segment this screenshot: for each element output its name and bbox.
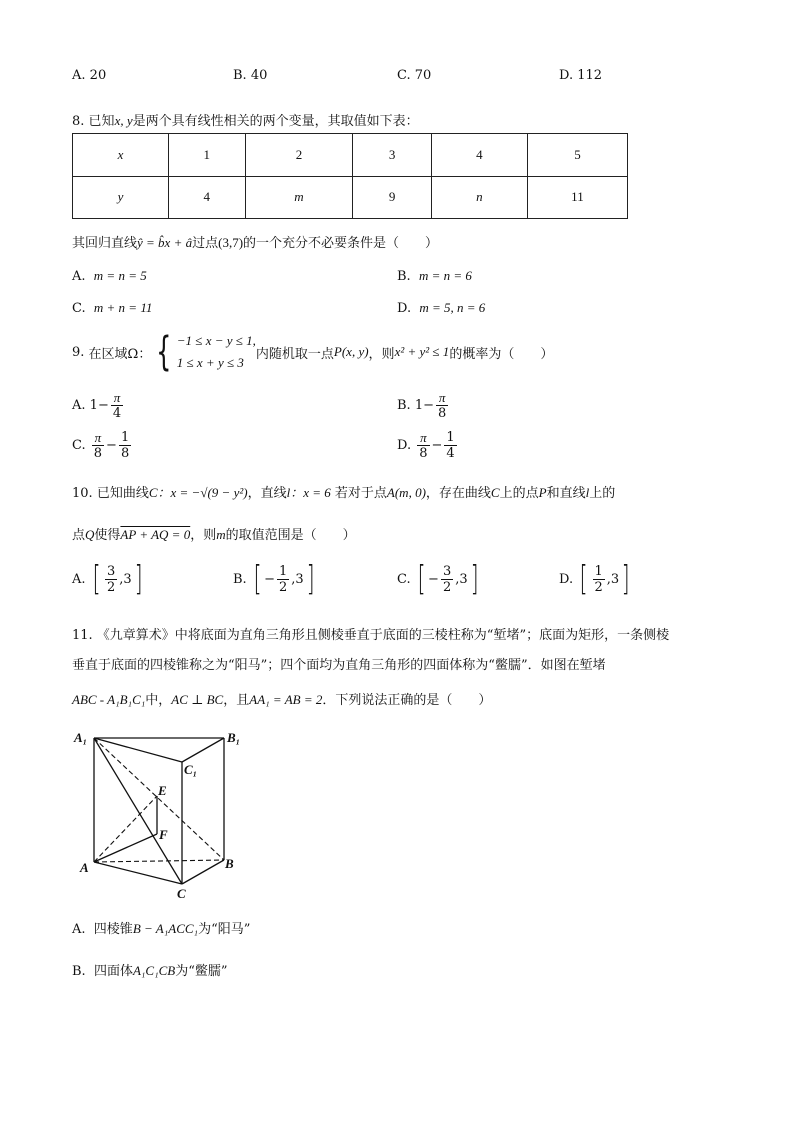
edge-c1-b1 [182, 738, 224, 762]
q8-option-a: A. m = n = 5 [72, 268, 147, 284]
label-f: F [159, 827, 168, 842]
q10-option-c: C. [ − $\frac{3}{2}$ ,3 ] [397, 559, 479, 599]
label-a: A [80, 860, 89, 875]
q8-value-table [72, 133, 628, 219]
q10-stem-line2: 点Q使得AP + AQ = 0，则m的取值范围是（ ） [72, 527, 356, 543]
brace-glyph: { [156, 329, 172, 375]
edge-a1-c [94, 738, 182, 884]
table-cell: x [73, 134, 169, 177]
label-a1: A₁ [74, 730, 88, 745]
q10-option-d: D. [ $\frac{1}{2}$ ,3 ] [559, 559, 630, 599]
q9-option-c: C. $\frac{\pi}{8}$ − $\frac{1}{8}$ [72, 430, 130, 461]
table-cell: n [431, 176, 527, 219]
label-b1: B₁ [227, 730, 241, 745]
table-cell: 5 [527, 134, 627, 177]
table-cell: m [245, 176, 353, 219]
label-c1: C₁ [184, 762, 198, 777]
table-cell: 9 [353, 176, 432, 219]
q10-stem-line1: 10. 已知曲线C：x = −√(9 − y²)，直线l：x = 6 若对于点A(m, 0)，存在曲线C上的点P和直线l上的 [72, 485, 616, 501]
edge-c-b [182, 860, 224, 884]
table-cell: 4 [168, 176, 245, 219]
table-row-x [73, 134, 628, 177]
segment-a-f [94, 834, 157, 862]
q9-option-a: A. 1− $\frac{\pi}{4}$ [72, 390, 122, 421]
label-e: E [158, 783, 167, 798]
q8-condition-line: 其回归直线ŷ = b̂x + â过点(3,7)的一个充分不必要条件是（ ） [72, 235, 439, 251]
q11-option-a: A. 四棱锥B − A₁ACC₁为“阳马” [72, 921, 251, 937]
table-cell: 4 [431, 134, 527, 177]
prism-figure [70, 728, 250, 900]
q8-option-c: C. m + n = 11 [72, 300, 153, 316]
q11-line1: 11. 《九章算术》中将底面为直角三角形且侧棱垂直于底面的三棱柱称为“堑堵”；底面为矩形，一条侧棱 [72, 628, 670, 643]
hidden-segment-a-e [94, 796, 157, 862]
label-c: C [177, 886, 186, 900]
q7-option-a: A. 20 [72, 68, 107, 83]
q7-option-b: B. 40 [233, 68, 268, 83]
edge-a-c [94, 862, 182, 884]
q11-line2: 垂直于底面的四棱锥称之为“阳马”；四个面均为直角三角形的四面体称为“鳖臑”．如图在堑堵 [72, 658, 606, 673]
table-cell: 2 [245, 134, 353, 177]
q9-option-b: B. 1− $\frac{\pi}{8}$ [397, 390, 447, 421]
q9-stem: 9. 在区域Ω： { −1 ≤ x − y ≤ 1, 1 ≤ x + y ≤ 3 内随机取一点 P(x, y) ，则 x² + y² ≤ 1 的概率为（ ） [72, 329, 554, 375]
table-cell: y [73, 176, 169, 219]
table-row-y [73, 176, 628, 219]
q10-option-a: A. [ $\frac{3}{2}$ ,3 ] [72, 559, 143, 599]
table-cell: 1 [168, 134, 245, 177]
q9-option-d: D. $\frac{\pi}{8}$ − $\frac{1}{4}$ [397, 430, 455, 461]
label-b: B [225, 856, 234, 871]
q8-option-b: B. m = n = 6 [397, 268, 472, 284]
q8-stem: 8. 已知x, y是两个具有线性相关的两个变量，其取值如下表： [72, 113, 419, 129]
hidden-edge-a-b [94, 860, 224, 862]
q7-option-c: C. 70 [397, 68, 432, 83]
q10-option-b: B. [ − $\frac{1}{2}$ ,3 ] [233, 559, 315, 599]
table-cell: 3 [353, 134, 432, 177]
q11-line3: ABC - A₁B₁C₁中，AC ⊥ BC，且AA₁ = AB = 2．下列说法正确的是（ ） [72, 692, 492, 708]
q8-option-d: D. m = 5, n = 6 [397, 300, 486, 316]
table-cell: 11 [527, 176, 627, 219]
inequality-system: −1 ≤ x − y ≤ 1, 1 ≤ x + y ≤ 3 [176, 333, 256, 370]
q11-option-b: B. 四面体A₁C₁CB为“鳖臑” [72, 963, 228, 979]
q7-option-d: D. 112 [559, 68, 603, 83]
